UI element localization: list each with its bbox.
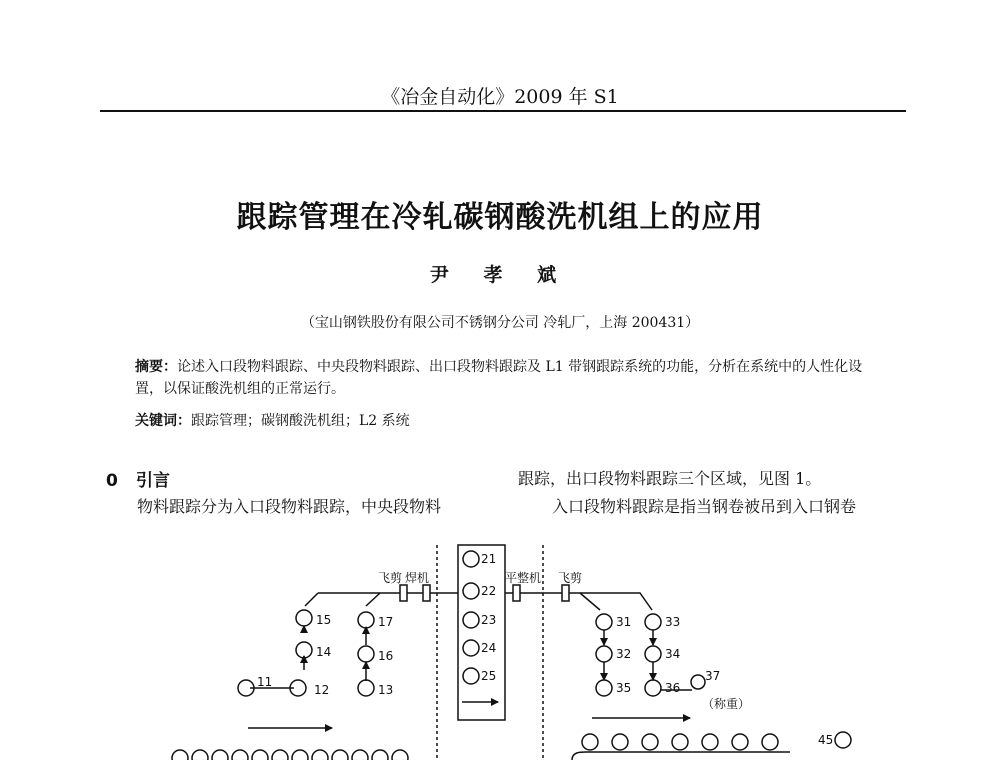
affiliation: （宝山钢铁股份有限公司不锈钢分公司 冷轧厂，上海 200431） [300, 315, 700, 331]
label-37: 37 [705, 669, 721, 683]
label-13: 13 [378, 683, 394, 697]
label-31: 31 [616, 615, 632, 629]
coil-24 [463, 640, 479, 656]
coil-14 [296, 642, 312, 658]
label-35: 35 [616, 681, 632, 695]
abstract-text: 论述入口段物料跟踪、中央段物料跟踪、出口段物料跟踪及 L1 带钢跟踪系统的功能，分析在系统中的人性化设置，以保证酸洗机组的正常运行。 [135, 359, 863, 397]
keywords [135, 410, 875, 430]
coil-37 [691, 675, 705, 689]
label-33: 33 [665, 615, 681, 629]
label-45: 45 [818, 733, 834, 747]
section-number: 0 [106, 471, 118, 491]
label-22: 22 [481, 584, 497, 598]
box-welder [423, 585, 430, 601]
label-15: 15 [316, 613, 332, 627]
header-rule [100, 110, 906, 112]
coil-16 [358, 646, 374, 662]
exit-coil-row [572, 734, 790, 760]
box-flying-shear-right [562, 585, 569, 601]
section-title: 引言 [136, 471, 170, 491]
branch-15 [305, 593, 318, 606]
keywords-label: 关键词： [135, 413, 191, 429]
right-paragraph-2: 入口段物料跟踪是指当钢卷被吊到入口钢卷 [552, 497, 857, 516]
label-17: 17 [378, 615, 394, 629]
abstract [135, 356, 875, 400]
keywords-text: 跟踪管理；碳钢酸洗机组；L2 系统 [191, 413, 410, 429]
label-flying-shear-left: 飞剪 [378, 571, 403, 585]
journal-header: 《冶金自动化》2009 年 S1 [381, 86, 619, 108]
coil-32 [596, 646, 612, 662]
label-12: 12 [314, 683, 330, 697]
label-24: 24 [481, 641, 497, 655]
coil-31 [596, 614, 612, 630]
label-36: 36 [665, 681, 681, 695]
section-heading [106, 466, 170, 491]
entry-coil-row [172, 750, 408, 760]
coil-25 [463, 668, 479, 684]
coil-33 [645, 614, 661, 630]
branch-17 [366, 593, 380, 606]
label-34: 34 [665, 647, 681, 661]
label-welder: 焊机 [405, 571, 430, 585]
abstract-label: 摘要： [135, 359, 177, 375]
coil-34 [645, 646, 661, 662]
coil-13 [358, 680, 374, 696]
central-section-box [458, 545, 505, 720]
coil-21 [463, 551, 479, 567]
label-25: 25 [481, 669, 497, 683]
label-23: 23 [481, 613, 497, 627]
coil-45 [835, 732, 851, 748]
label-weighing: （称重） [702, 697, 751, 711]
branch-31 [580, 593, 600, 610]
box-leveler [513, 585, 520, 601]
right-paragraph-1: 跟踪，出口段物料跟踪三个区域，见图 1。 [518, 469, 822, 488]
label-21: 21 [481, 552, 497, 566]
label-16: 16 [378, 649, 394, 663]
author: 尹 孝 斌 [429, 264, 571, 286]
label-11: 11 [257, 675, 273, 689]
coil-36 [645, 680, 661, 696]
paper-title: 跟踪管理在冷轧碳钢酸洗机组上的应用 [236, 200, 764, 235]
figure-1-diagram [0, 530, 1000, 760]
coil-15 [296, 610, 312, 626]
label-32: 32 [616, 647, 632, 661]
left-paragraph: 物料跟踪分为入口段物料跟踪，中央段物料 [137, 497, 442, 516]
label-leveler: 平整机 [505, 571, 542, 585]
box-flying-shear-left [400, 585, 407, 601]
coil-22 [463, 583, 479, 599]
coil-17 [358, 612, 374, 628]
label-flying-shear-right: 飞剪 [558, 571, 583, 585]
label-14: 14 [316, 645, 332, 659]
coil-23 [463, 612, 479, 628]
coil-35 [596, 680, 612, 696]
